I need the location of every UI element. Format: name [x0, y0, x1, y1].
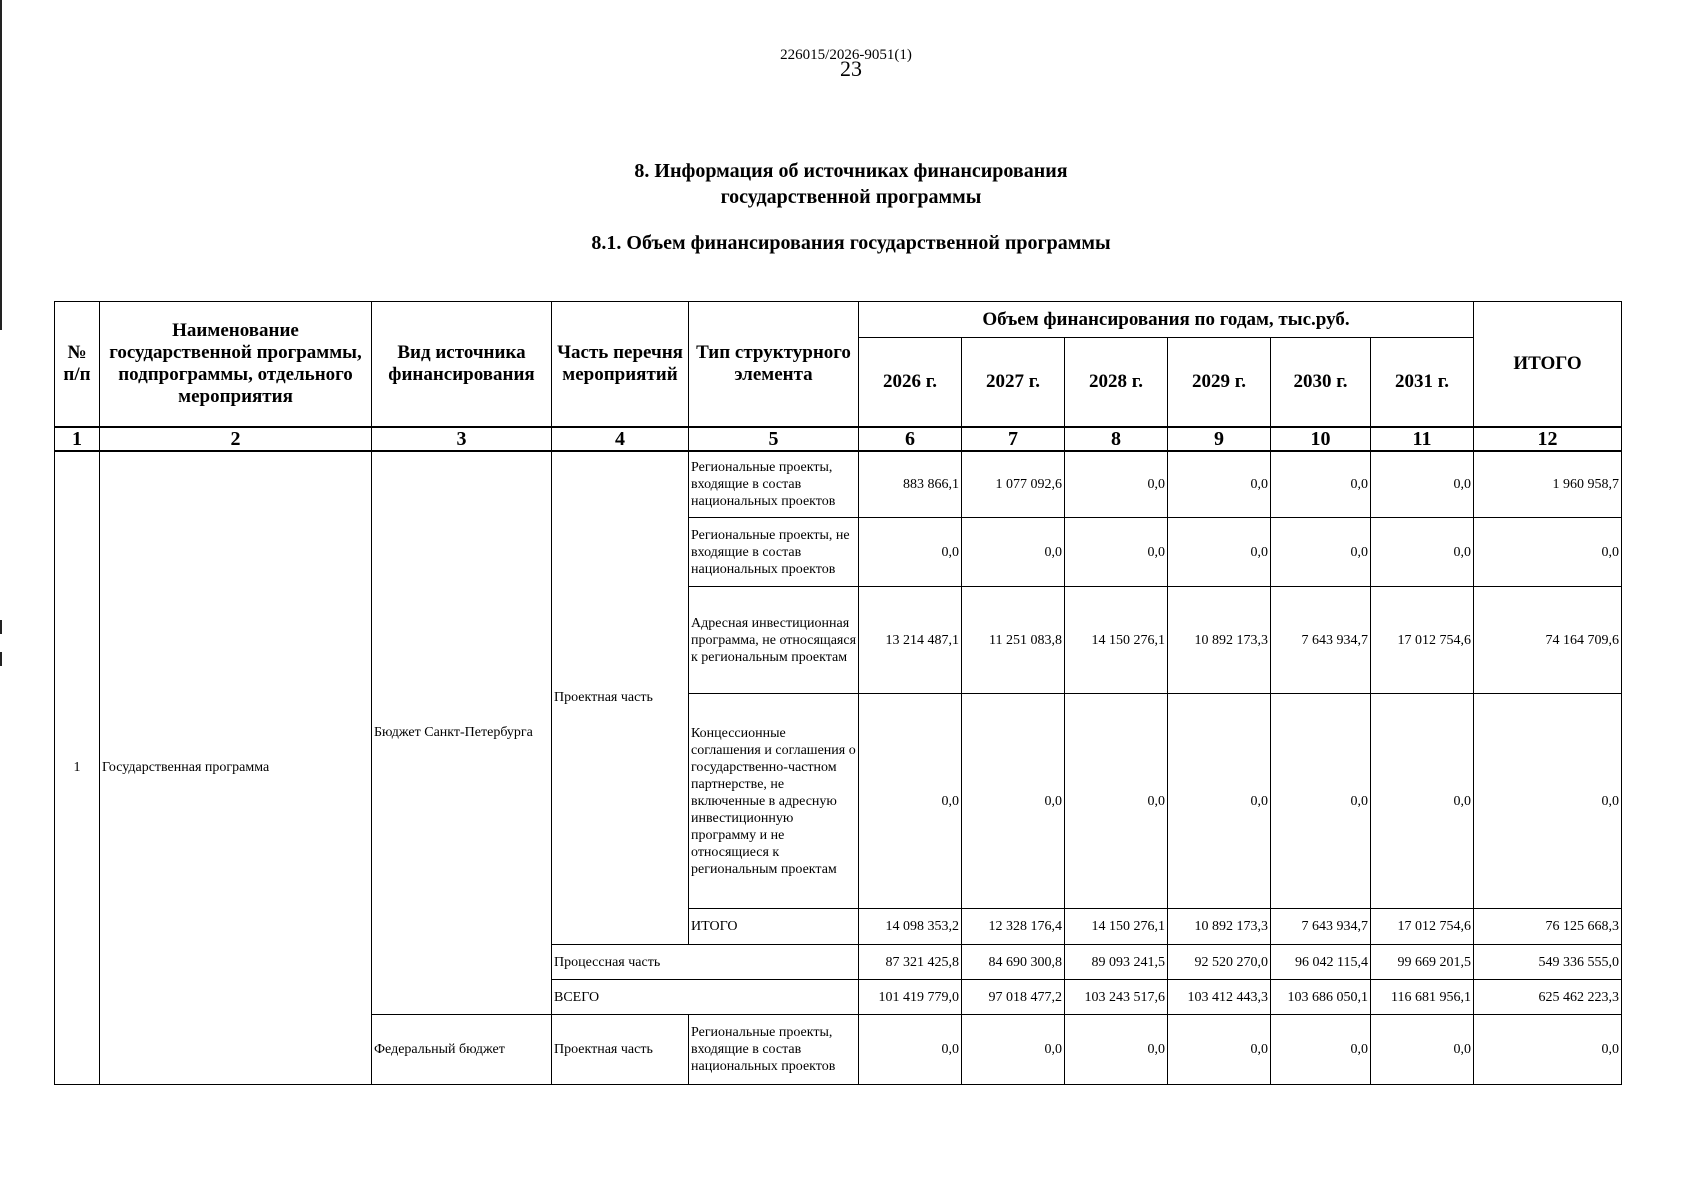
- value-cell: 0,0: [1271, 451, 1371, 518]
- scan-edge-mark: [0, 620, 2, 634]
- value-cell: 14 150 276,1: [1065, 587, 1168, 694]
- total-cell: 0,0: [1474, 1015, 1622, 1085]
- value-cell: 99 669 201,5: [1371, 945, 1474, 980]
- value-cell: 0,0: [1168, 518, 1271, 587]
- part-process: Процессная часть: [552, 945, 859, 980]
- part-total: ВСЕГО: [552, 980, 859, 1015]
- program-name: Государственная программа: [100, 451, 372, 1085]
- total-cell: 625 462 223,3: [1474, 980, 1622, 1015]
- value-cell: 0,0: [1168, 694, 1271, 909]
- total-cell: 74 164 709,6: [1474, 587, 1622, 694]
- header-type: Тип структурного элемента: [689, 302, 859, 427]
- value-cell: 87 321 425,8: [859, 945, 962, 980]
- value-cell: 14 098 353,2: [859, 909, 962, 945]
- value-cell: 96 042 115,4: [1271, 945, 1371, 980]
- header-name: Наименование государственной программы, подпрограммы, отдельного мероприятия: [100, 302, 372, 427]
- header-year: 2031 г.: [1371, 338, 1474, 427]
- financing-table: [54, 301, 1622, 1085]
- value-cell: 10 892 173,3: [1168, 587, 1271, 694]
- value-cell: 0,0: [1065, 1015, 1168, 1085]
- column-number: 9: [1168, 427, 1271, 451]
- column-number: 12: [1474, 427, 1622, 451]
- table-row: [55, 451, 1622, 518]
- value-cell: 7 643 934,7: [1271, 909, 1371, 945]
- value-cell: 11 251 083,8: [962, 587, 1065, 694]
- total-cell: 0,0: [1474, 518, 1622, 587]
- value-cell: 0,0: [1271, 694, 1371, 909]
- value-cell: 0,0: [1065, 694, 1168, 909]
- column-number: 3: [372, 427, 552, 451]
- value-cell: 0,0: [1371, 451, 1474, 518]
- header-no: № п/п: [55, 302, 100, 427]
- value-cell: 0,0: [1371, 518, 1474, 587]
- value-cell: 0,0: [1065, 451, 1168, 518]
- value-cell: 103 412 443,3: [1168, 980, 1271, 1015]
- value-cell: 12 328 176,4: [962, 909, 1065, 945]
- structural-element-type: Региональные проекты, не входящие в состав национальных проектов: [689, 518, 859, 587]
- header-row-1: [55, 302, 1622, 338]
- column-number-row: [55, 427, 1622, 451]
- value-cell: 17 012 754,6: [1371, 909, 1474, 945]
- value-cell: 0,0: [962, 518, 1065, 587]
- value-cell: 92 520 270,0: [1168, 945, 1271, 980]
- structural-element-type: Региональные проекты, входящие в состав национальных проектов: [689, 1015, 859, 1085]
- value-cell: 89 093 241,5: [1065, 945, 1168, 980]
- value-cell: 0,0: [962, 1015, 1065, 1085]
- value-cell: 14 150 276,1: [1065, 909, 1168, 945]
- header-year: 2029 г.: [1168, 338, 1271, 427]
- section-title-line-1: 8. Информация об источниках финансирования: [634, 160, 1068, 182]
- subsection-title: 8.1. Объем финансирования государственной программы: [591, 232, 1111, 254]
- row-number: 1: [55, 451, 100, 1085]
- column-number: 8: [1065, 427, 1168, 451]
- value-cell: 116 681 956,1: [1371, 980, 1474, 1015]
- value-cell: 103 686 050,1: [1271, 980, 1371, 1015]
- source-spb-budget: Бюджет Санкт-Петербурга: [372, 451, 552, 1015]
- value-cell: 0,0: [859, 694, 962, 909]
- scan-edge-mark: [0, 652, 2, 666]
- column-number: 6: [859, 427, 962, 451]
- total-cell: 76 125 668,3: [1474, 909, 1622, 945]
- value-cell: 0,0: [859, 518, 962, 587]
- value-cell: 101 419 779,0: [859, 980, 962, 1015]
- value-cell: 0,0: [859, 1015, 962, 1085]
- structural-element-type: ИТОГО: [689, 909, 859, 945]
- header-source: Вид источника финансирования: [372, 302, 552, 427]
- value-cell: 0,0: [1168, 1015, 1271, 1085]
- value-cell: 10 892 173,3: [1168, 909, 1271, 945]
- value-cell: 7 643 934,7: [1271, 587, 1371, 694]
- column-number: 4: [552, 427, 689, 451]
- total-cell: 549 336 555,0: [1474, 945, 1622, 980]
- value-cell: 1 077 092,6: [962, 451, 1065, 518]
- structural-element-type: Региональные проекты, входящие в состав национальных проектов: [689, 451, 859, 518]
- header-year: 2028 г.: [1065, 338, 1168, 427]
- value-cell: 17 012 754,6: [1371, 587, 1474, 694]
- column-number: 7: [962, 427, 1065, 451]
- page-number: 23: [840, 56, 862, 81]
- value-cell: 97 018 477,2: [962, 980, 1065, 1015]
- column-number: 10: [1271, 427, 1371, 451]
- value-cell: 0,0: [1168, 451, 1271, 518]
- document-number: 226015/2026-9051(1): [780, 47, 912, 63]
- part-project-federal: Проектная часть: [552, 1015, 689, 1085]
- column-number: 1: [55, 427, 100, 451]
- total-cell: 0,0: [1474, 694, 1622, 909]
- value-cell: 0,0: [962, 694, 1065, 909]
- section-title: [0, 158, 1692, 210]
- column-number: 11: [1371, 427, 1474, 451]
- value-cell: 13 214 487,1: [859, 587, 962, 694]
- value-cell: 0,0: [1271, 1015, 1371, 1085]
- value-cell: 103 243 517,6: [1065, 980, 1168, 1015]
- value-cell: 84 690 300,8: [962, 945, 1065, 980]
- column-number: 2: [100, 427, 372, 451]
- section-title-line-2: государственной программы: [720, 186, 982, 208]
- total-cell: 1 960 958,7: [1474, 451, 1622, 518]
- column-number: 5: [689, 427, 859, 451]
- value-cell: 0,0: [1371, 1015, 1474, 1085]
- part-project: Проектная часть: [552, 451, 689, 945]
- structural-element-type: Концессионные соглашения и соглашения о государственно-частном партнерстве, не включенные в адресную инвестиционную программу и не относящиеся к региональным проектам: [689, 694, 859, 909]
- value-cell: 0,0: [1371, 694, 1474, 909]
- value-cell: 0,0: [1271, 518, 1371, 587]
- header-years-group: Объем финансирования по годам, тыс.руб.: [859, 302, 1474, 338]
- header-total: ИТОГО: [1474, 302, 1622, 427]
- value-cell: 0,0: [1065, 518, 1168, 587]
- value-cell: 883 866,1: [859, 451, 962, 518]
- header-year: 2030 г.: [1271, 338, 1371, 427]
- header-part: Часть перечня мероприятий: [552, 302, 689, 427]
- source-federal-budget: Федеральный бюджет: [372, 1015, 552, 1085]
- header-year: 2027 г.: [962, 338, 1065, 427]
- structural-element-type: Адресная инвестиционная программа, не относящаяся к региональным проектам: [689, 587, 859, 694]
- header-year: 2026 г.: [859, 338, 962, 427]
